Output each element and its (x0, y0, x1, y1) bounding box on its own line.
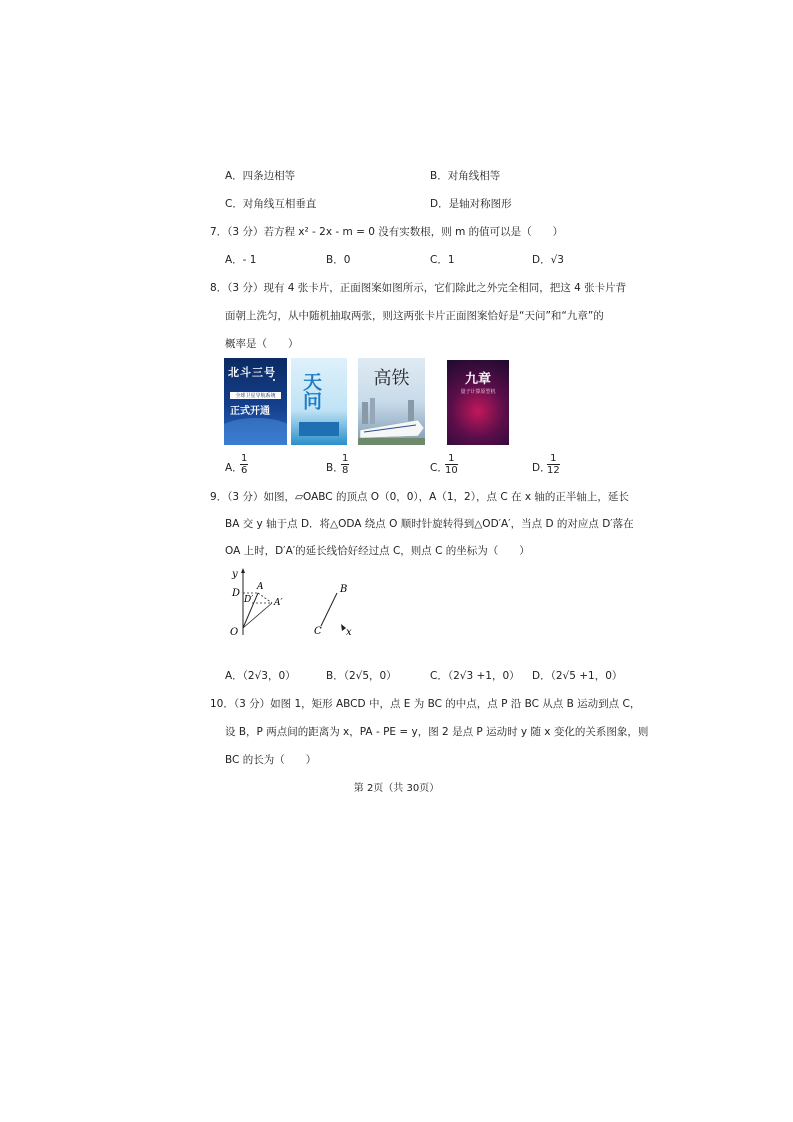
jiuzhang-subtitle: 量子计算原型机 (460, 389, 496, 395)
label-b: B (340, 584, 348, 595)
label-c: C (314, 626, 322, 637)
segment-cb (321, 593, 337, 626)
jiuzhang-main-text: 九章 (464, 372, 491, 387)
q9-option-d: D．（2√5 +1，0） (532, 670, 623, 682)
q8-option-b-label: B． (326, 462, 344, 474)
label-y: y (232, 569, 238, 580)
q9-option-a: A．（2√3，0） (225, 670, 296, 682)
fraction-numerator: 1 (241, 453, 248, 464)
q9-option-b: B．（2√5，0） (326, 670, 397, 682)
card-gaotie-image (358, 358, 425, 445)
tianwen-main-text: 天问 (300, 372, 322, 410)
fraction-numerator: 1 (445, 453, 458, 465)
fraction-numerator: 1 (547, 453, 560, 465)
label-o: O (230, 627, 239, 638)
q8-option-a-label: A． (225, 462, 243, 474)
beidou-main-text: 正式开通 (230, 406, 270, 417)
label-x: x (346, 627, 352, 638)
q9-geometry-figure (224, 565, 364, 640)
page-footer: 第 2页（共 30页） (353, 783, 440, 794)
fraction-denominator: 8 (342, 465, 349, 476)
q8-option-d-label: D． (532, 462, 551, 474)
label-dprime: D′ (244, 595, 254, 605)
segment-oaprime (243, 603, 272, 628)
segment-aaprime (258, 593, 272, 603)
fraction-denominator: 6 (241, 465, 248, 476)
label-aprime: A′ (274, 598, 283, 608)
q8-stem-line3: 概率是（ ） (225, 338, 299, 350)
q8-option-c-fraction (445, 453, 458, 476)
q7-option-d: D．√3 (532, 254, 564, 266)
q9-stem-line1: 9．（3 分）如图，▱OABC 的顶点 O（0，0），A（1，2），点 C 在 x 轴的正半轴上，延长 (210, 491, 629, 503)
q10-stem-line3: BC 的长为（ ） (225, 754, 317, 766)
label-d: D (232, 588, 241, 599)
beidou-title: 北斗三号 (228, 366, 276, 379)
q9-stem-line2: BA 交 y 轴于点 D．将△ODA 绕点 O 顺时针旋转得到△OD′A′，当点 D 的对应点 D′落在 (225, 518, 634, 530)
q9-option-c: C．（2√3 +1，0） (430, 670, 520, 682)
q7-option-b: B．0 (326, 254, 351, 266)
fraction-numerator: 1 (342, 453, 349, 464)
card-beidou-image (224, 358, 287, 445)
q10-stem-line2: 设 B，P 两点间的距离为 x，PA - PE = y，图 2 是点 P 运动时 y 随 x 变化的关系图象，则 (225, 726, 649, 738)
q6-option-a: A．四条边相等 (225, 170, 296, 182)
fraction-denominator: 12 (547, 465, 560, 476)
q7-stem: 7．（3 分）若方程 x² - 2x - m = 0 没有实数根，则 m 的值可以是（ ） (210, 226, 564, 238)
q6-option-d: D．是轴对称图形 (430, 198, 512, 210)
q6-option-c: C．对角线互相垂直 (225, 198, 317, 210)
q8-stem-line2: 面朝上洗匀，从中随机抽取两张，则这两张卡片正面图案恰好是“天问”和“九章”的 (225, 310, 604, 322)
q7-option-a: A．- 1 (225, 254, 257, 266)
train-graphic (358, 358, 425, 445)
card-jiuzhang-image (447, 360, 509, 445)
q8-option-d-fraction (547, 453, 560, 476)
q7-option-c: C．1 (430, 254, 455, 266)
q8-stem-line1: 8．（3 分）现有 4 张卡片，正面图案如图所示，它们除此之外完全相同，把这 4 张卡片背 (210, 282, 627, 294)
card-tianwen-image (291, 358, 347, 445)
tianwen-info-block (299, 422, 339, 436)
q8-option-c-label: C． (430, 462, 448, 474)
label-a: A (257, 582, 264, 592)
gaotie-main-text: 高铁 (373, 368, 410, 389)
y-axis-arrow (241, 568, 245, 573)
q6-option-b: B．对角线相等 (430, 170, 501, 182)
q8-option-b-fraction (341, 453, 349, 476)
fraction-denominator: 10 (445, 465, 458, 476)
q9-stem-line3: OA 上时，D′A′的延长线恰好经过点 C，则点 C 的坐标为（ ） (225, 545, 530, 557)
q8-option-a-fraction (240, 453, 248, 476)
beidou-subtitle: 全球卫星导航系统 (230, 392, 281, 399)
q10-stem-line1: 10．（3 分）如图 1，矩形 ABCD 中，点 E 为 BC 的中点，点 P 沿 BC 从点 B 运动到点 C， (210, 698, 641, 710)
